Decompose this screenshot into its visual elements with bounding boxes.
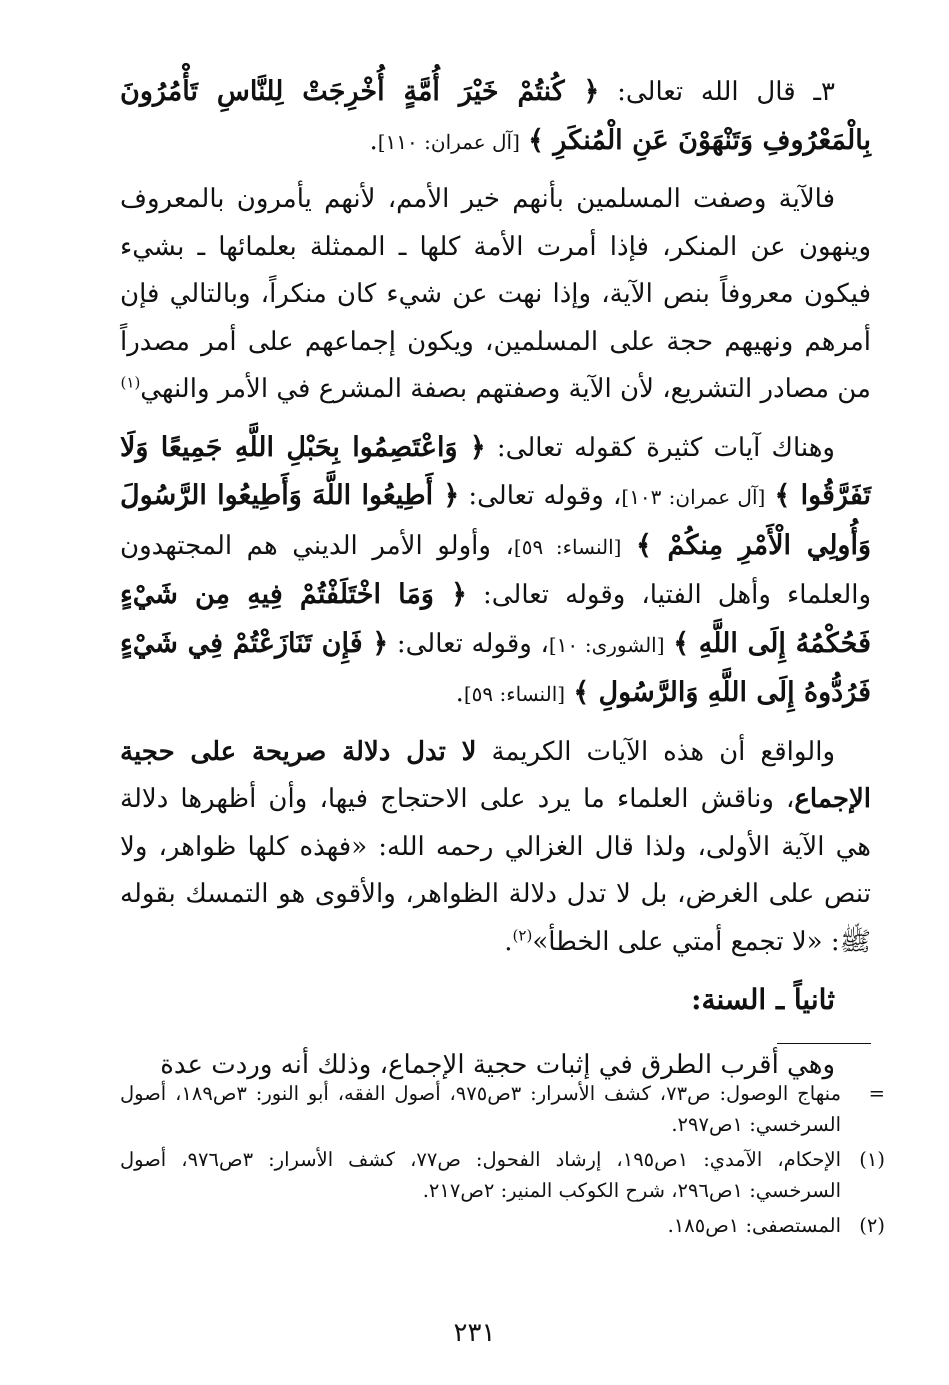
paragraph-4-text: والواقع أن هذه الآيات الكريمة (491, 736, 835, 767)
paragraph-1 (120, 68, 871, 166)
verse-reference: [آل عمران: ١٠٣] (621, 485, 766, 509)
paragraph-3-text: ، وقوله تعالى: (396, 628, 549, 659)
quran-verse: ﴿ كُنتُمْ خَيْرَ أُمَّةٍ أُخْرِجَتْ لِلنَّاسِ تَأْمُرُونَ بِالْمَعْرُوفِ وَتَنْهَوْنَ عَنِ الْمُنكَرِ ﴾ (120, 76, 871, 156)
quran-verse: ﴿ أَطِيعُوا اللَّهَ وَأَطِيعُوا الرَّسُولَ وَأُولِي الْأَمْرِ مِنكُمْ ﴾ (120, 480, 872, 561)
paragraph-2 (120, 176, 871, 414)
punctuation: . (369, 125, 378, 156)
footnotes (120, 1078, 885, 1245)
paragraph-4-emphasis: لا تدل دلالة صريحة على حجية الإجماع (120, 736, 871, 814)
main-text (120, 68, 871, 1099)
quran-verse: ﴿ فَإِن تَنَازَعْتُمْ فِي شَيْءٍ فَرُدُّوهُ إِلَى اللَّهِ وَالرَّسُولِ ﴾ (120, 627, 871, 708)
verse-reference: [النساء: ٥٩] (463, 682, 566, 706)
paragraph-2-text: فالآية وصفت المسلمين بأنهم خير الأمم، لأنهم يأمرون بالمعروف وينهون عن المنكر، فإذا أمرت الأمة كلها ـ الممثلة بعلمائها ـ بشيء فيكون معروفاً بنص الآية، وإذا نهت عن شيء كان منكراً، وبالتالي فإن أمرهم ونهيهم حجة على المسلمين، ويكون إجماعهم على أمر مصدراً من مصادر التشريع، لأن الآية وصفتهم بصفة المشرع في الأمر والنهي (120, 184, 871, 404)
verse-reference: [النساء: ٥٩] (513, 534, 622, 559)
footnote-text: منهاج الوصول: ص٧٣، كشف الأسرار: ٣ص٩٧٥، أصول الفقه، أبو النور: ٣ص١٨٩، أصول السرخسي: ١ص٢٩٧. (120, 1082, 842, 1136)
footnote-text: الإحكام، الآمدي: ١ص١٩٥، إرشاد الفحول: ص٧٧، كشف الأسرار: ٣ص٩٧٦، أصول السرخسي: ١ص٢٩٦، شرح الكوكب المنير: ٢ص٢١٧. (120, 1148, 841, 1202)
punctuation: . (504, 926, 513, 957)
punctuation: . (455, 678, 464, 708)
paragraph-3-text: وهناك آيات كثيرة كقوله تعالى: (496, 432, 835, 463)
footnote-1 (120, 1144, 885, 1206)
footnote-mark: = (868, 1082, 885, 1105)
footnote-separator (777, 1043, 871, 1044)
verse-reference: [آل عمران: ١١٠] (377, 129, 520, 154)
paragraph-4-text: ، وناقش العلماء ما يرد على الاحتجاج فيها، وأن أظهرها دلالة هي الآية الأولى، ولذا قال الغزالي رحمه الله: «فهذه كلها ظواهر، ولا تنص على الغرض، بل لا تدل دلالة الظواهر، والأقوى هو التمسك بقوله ﷺ: «لا تجمع أمتي على الخطأ» (120, 784, 872, 957)
paragraph-5-text: وهي أقرب الطرق في إثبات حجية الإجماع، وذلك أنه وردت عدة (160, 1049, 835, 1080)
paragraph-4 (120, 729, 871, 967)
paragraph-3-text: ، وأولو الأمر الديني هم المجتهدون والعلماء وأهل الفتيا، وقوله تعالى: (120, 530, 872, 610)
footnote-2 (120, 1210, 885, 1241)
footnote-continued (120, 1078, 885, 1140)
footnote-mark: (٢) (859, 1214, 885, 1237)
quran-verse: ﴿ وَمَا اخْتَلَفْتُمْ فِيهِ مِن شَيْءٍ فَحُكْمُهُ إِلَى اللَّهِ ﴾ (120, 579, 871, 659)
quran-verse: ﴿ وَاعْتَصِمُوا بِحَبْلِ اللَّهِ جَمِيعًا وَلَا تَفَرَّقُوا ﴾ (120, 431, 871, 511)
paragraph-1-lead: ٣ـ قال الله تعالى: (617, 77, 835, 107)
section-heading: ثانياً ـ السنة: (691, 983, 835, 1016)
page-number: ٢٣١ (453, 1318, 496, 1348)
footnote-mark: (١) (859, 1148, 885, 1171)
footnote-ref-1: (١) (120, 373, 141, 392)
verse-reference: [الشورى: ١٠] (548, 632, 665, 657)
footnote-text: المستصفى: ١ص١٨٥. (667, 1214, 841, 1237)
paragraph-3-text: ، وقوله تعالى: (468, 481, 622, 511)
footnote-ref-2: (٢) (512, 925, 533, 944)
paragraph-3 (120, 424, 871, 719)
